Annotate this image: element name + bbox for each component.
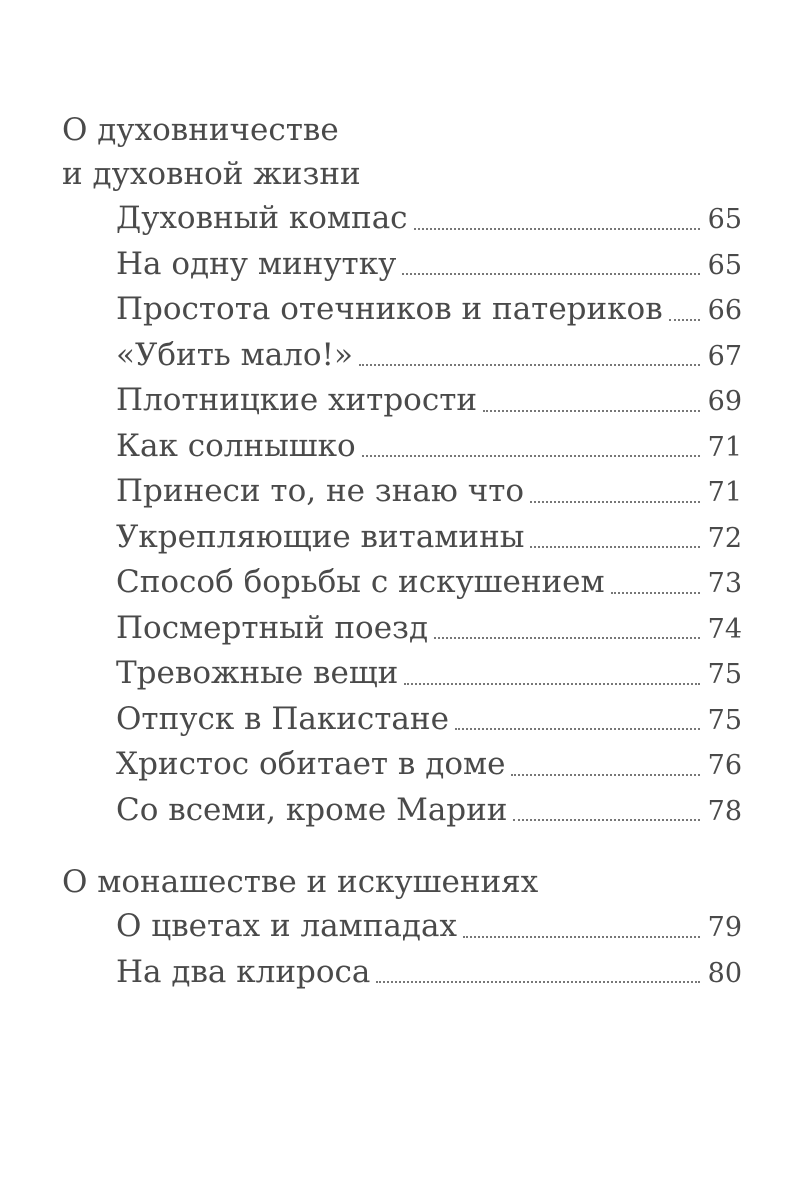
- entry-page-number: 74: [707, 613, 742, 645]
- entry-page-number: 79: [707, 912, 742, 943]
- dot-leader: [359, 363, 700, 366]
- entry-page-number: 75: [707, 659, 742, 690]
- entry-title: «Убить мало!»: [116, 336, 353, 373]
- section-title-line: О монашестве и искушениях: [62, 864, 539, 900]
- entry-title: Простота отечников и патериков: [116, 291, 663, 327]
- dot-leader: [511, 773, 700, 776]
- entry-page-number: 69: [707, 386, 742, 417]
- toc-entry[interactable]: [116, 651, 742, 697]
- toc-entry[interactable]: [116, 950, 742, 996]
- entry-title: Способ борьбы с искушением: [116, 564, 605, 600]
- dot-leader: [669, 318, 700, 321]
- entry-page-number: 76: [707, 750, 742, 781]
- entry-page-number: 65: [707, 204, 742, 235]
- dot-leader: [414, 227, 700, 230]
- entry-page-number: 78: [707, 795, 742, 827]
- entry-page-number: 65: [707, 249, 742, 281]
- entry-page-number: 80: [707, 957, 742, 989]
- entry-title: Тревожные вещи: [116, 655, 399, 691]
- entry-title: Как солнышко: [116, 427, 356, 464]
- toc-entry-list: [62, 196, 742, 833]
- toc-section: [62, 860, 742, 995]
- dot-leader: [530, 500, 700, 503]
- entry-page-number: 71: [707, 477, 742, 508]
- entry-title: О цветах и лампадах: [116, 908, 457, 944]
- toc-entry[interactable]: [116, 196, 742, 242]
- toc-entry[interactable]: [116, 333, 742, 379]
- dot-leader: [483, 409, 700, 412]
- section-title-line: и духовной жизни: [62, 156, 361, 192]
- dot-leader: [362, 454, 700, 457]
- entry-page-number: 75: [707, 704, 742, 736]
- dot-leader: [611, 591, 700, 594]
- dot-leader: [434, 636, 700, 639]
- entry-title: На два клироса: [116, 953, 371, 990]
- dot-leader: [376, 980, 700, 983]
- toc-entry[interactable]: [116, 697, 742, 743]
- toc-entry[interactable]: [116, 904, 742, 950]
- entry-title: Духовный компас: [116, 200, 408, 236]
- entry-page-number: 71: [707, 431, 742, 463]
- dot-leader: [513, 818, 700, 821]
- toc-entry[interactable]: [116, 242, 742, 288]
- dot-leader: [530, 545, 700, 548]
- toc-entry[interactable]: [116, 742, 742, 788]
- entry-title: Посмертный поезд: [116, 609, 429, 646]
- toc-entry[interactable]: [116, 560, 742, 606]
- toc-entry[interactable]: [116, 515, 742, 561]
- toc-entry[interactable]: [116, 788, 742, 834]
- entry-title: Принеси то, не знаю что: [116, 473, 525, 509]
- entry-title: Отпуск в Пакистане: [116, 700, 449, 737]
- entry-title: Укрепляющие витамины: [116, 518, 525, 555]
- dot-leader: [455, 727, 700, 730]
- entry-title: Плотницкие хитрости: [116, 382, 478, 418]
- entry-page-number: 66: [707, 295, 742, 326]
- toc-section: [62, 108, 742, 833]
- dot-leader: [402, 272, 700, 275]
- entry-page-number: 67: [707, 340, 742, 372]
- entry-title: Со всеми, кроме Марии: [116, 791, 508, 828]
- toc-entry[interactable]: [116, 606, 742, 652]
- toc-entry[interactable]: [116, 378, 742, 424]
- toc-entry[interactable]: [116, 287, 742, 333]
- toc-entry-list: [62, 904, 742, 995]
- dot-leader: [463, 935, 700, 938]
- entry-page-number: 73: [707, 568, 742, 599]
- dot-leader: [404, 682, 700, 685]
- entry-title: Христос обитает в доме: [116, 746, 506, 782]
- entry-page-number: 72: [707, 522, 742, 554]
- section-title-line: О духовничестве: [62, 112, 339, 148]
- toc-entry[interactable]: [116, 424, 742, 470]
- toc-entry[interactable]: [116, 469, 742, 515]
- entry-title: На одну минутку: [116, 245, 397, 282]
